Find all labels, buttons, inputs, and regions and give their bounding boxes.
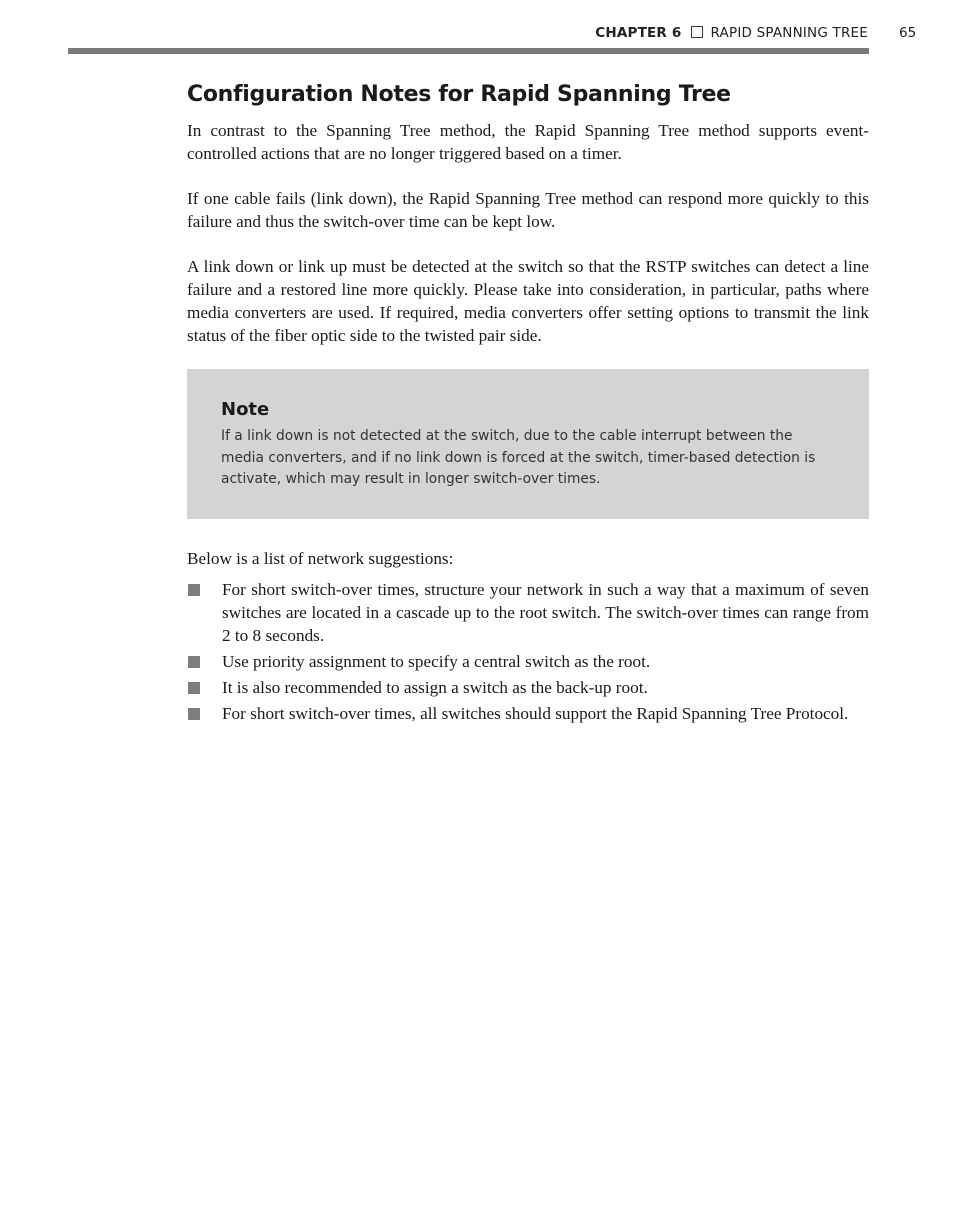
list-item	[187, 676, 869, 699]
paragraph: If one cable fails (link down), the Rapid Spanning Tree method can respond more quickly to this failure and thus the switch-over time can be kept low.	[187, 189, 869, 231]
chapter-title: RAPID SPANNING TREE	[710, 25, 868, 41]
note-text: If a link down is not detected at the switch, due to the cable interrupt between the media converters, and if no link down is forced at the switch, timer-based detection is activate, which may result in longer switch-over times.	[221, 428, 816, 487]
square-bullet-icon	[188, 682, 200, 694]
note-box	[187, 369, 869, 519]
note-title: Note	[221, 399, 270, 420]
page-content	[187, 82, 869, 728]
paragraph: A link down or link up must be detected at the switch so that the RSTP switches can detect a line failure and a restored line more quickly. Please take into consideration, in particular, paths where media converters are used. If required, media converters offer setting options to transmit the link status of the fiber optic side to the twisted pair side.	[187, 257, 869, 345]
page-number: 65	[899, 25, 917, 41]
suggestions-lead: Below is a list of network suggestions:	[187, 548, 454, 568]
list-item-text: For short switch-over times, all switches should support the Rapid Spanning Tree Protocol.	[222, 703, 849, 723]
list-item-text: For short switch-over times, structure your network in such a way that a maximum of seven switches are located in a cascade up to the root switch. The switch-over times can range from 2 to 8 seconds.	[222, 579, 869, 645]
chapter-label: CHAPTER 6	[595, 25, 682, 41]
list-item	[187, 578, 869, 647]
header-rule	[68, 48, 869, 54]
paragraph: In contrast to the Spanning Tree method, the Rapid Spanning Tree method supports event-controlled actions that are no longer triggered based on a timer.	[187, 121, 869, 163]
list-item	[187, 650, 869, 673]
separator-box-icon	[691, 26, 703, 38]
square-bullet-icon	[188, 708, 200, 720]
running-head	[0, 25, 868, 41]
square-bullet-icon	[188, 656, 200, 668]
square-bullet-icon	[188, 584, 200, 596]
list-item-text: Use priority assignment to specify a central switch as the root.	[222, 651, 651, 671]
list-item	[187, 702, 869, 725]
suggestions-list	[187, 578, 869, 725]
section-title: Configuration Notes for Rapid Spanning Tree	[187, 82, 731, 107]
list-item-text: It is also recommended to assign a switch as the back-up root.	[222, 677, 648, 697]
